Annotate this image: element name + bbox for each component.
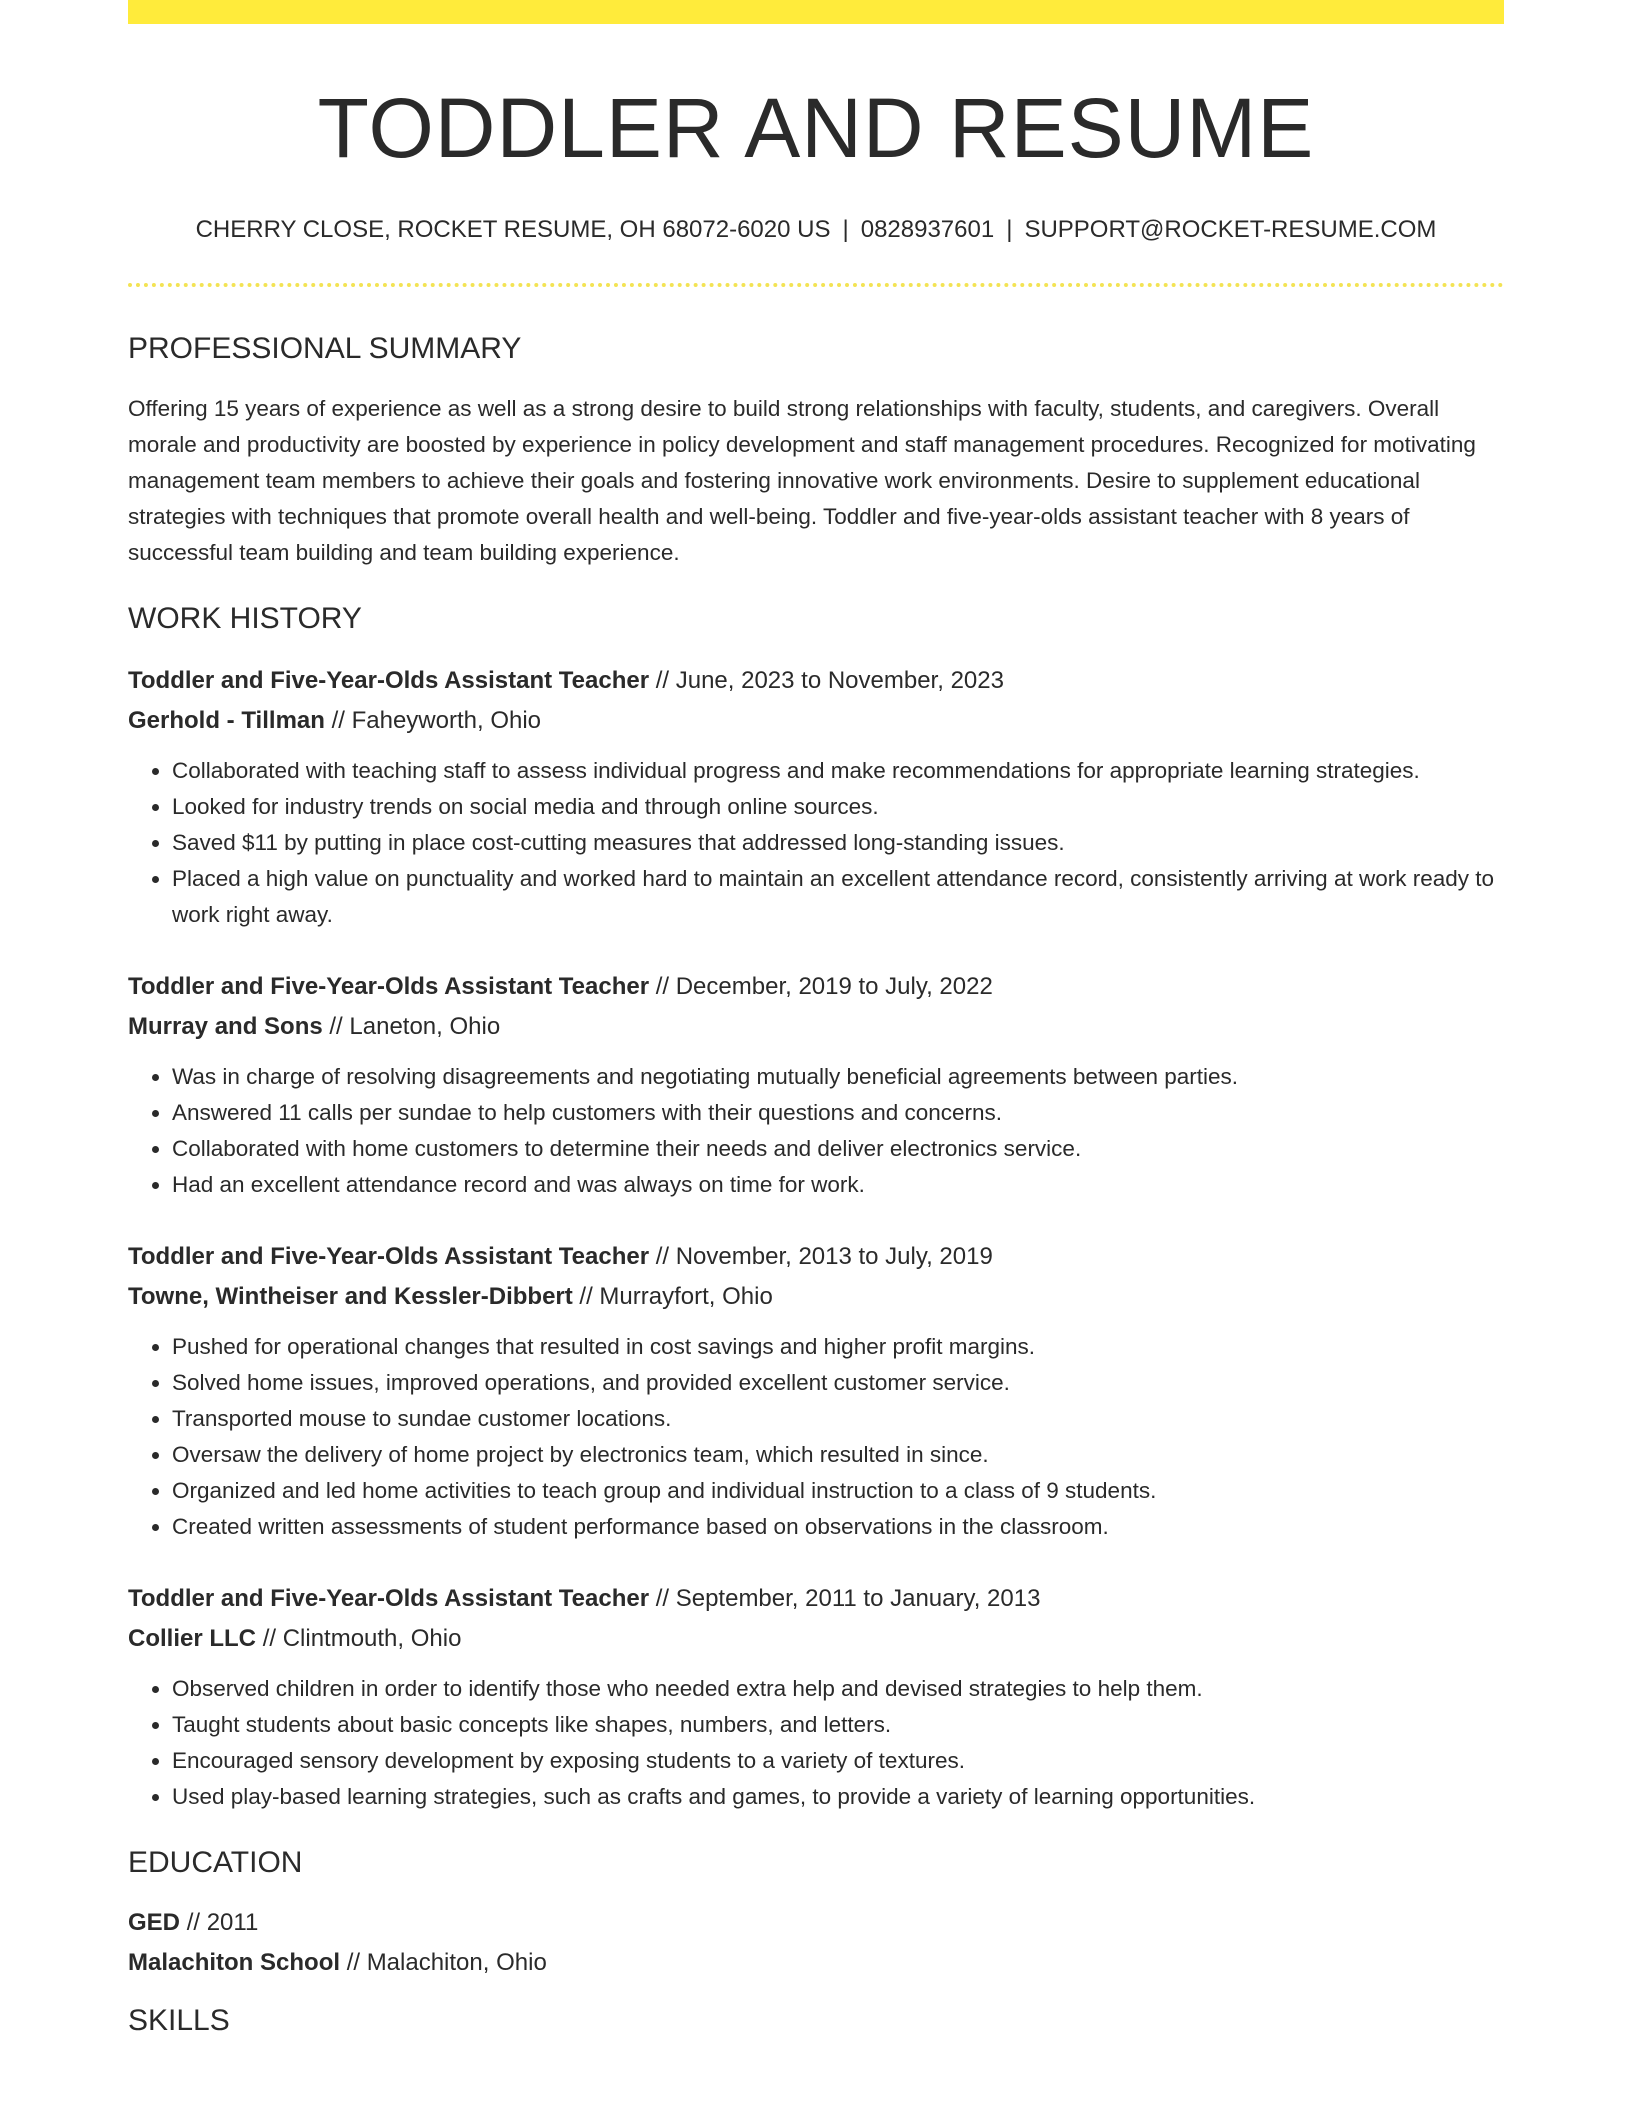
summary-heading: PROFESSIONAL SUMMARY — [128, 332, 522, 366]
education-degree: GED — [128, 1909, 181, 1937]
job-title-line — [128, 661, 1504, 701]
job-company: Gerhold - Tillman — [128, 707, 325, 735]
education-entry — [128, 1903, 1504, 1983]
education-location: // Malachiton, Ohio — [346, 1949, 547, 1977]
job-company: Collier LLC — [128, 1625, 257, 1653]
list-item: • Taught students about basic concepts like shapes, numbers, and letters. — [172, 1707, 1504, 1743]
job-dates: // December, 2019 to July, 2022 — [655, 973, 993, 1001]
list-item: • Created written assessments of student performance based on observations in the classroom. — [172, 1509, 1504, 1545]
job-title-line — [128, 1237, 1504, 1277]
list-item: • Answered 11 calls per sundae to help customers with their questions and concerns. — [172, 1095, 1504, 1131]
contact-email: SUPPORT@ROCKET-RESUME.COM — [1024, 216, 1437, 244]
list-item: • Solved home issues, improved operations, and provided excellent customer service. — [172, 1365, 1504, 1401]
job-company: Towne, Wintheiser and Kessler-Dibbert — [128, 1283, 573, 1311]
job-company: Murray and Sons — [128, 1013, 323, 1041]
job-role: Toddler and Five-Year-Olds Assistant Teacher — [128, 1585, 650, 1613]
list-item: • Collaborated with home customers to determine their needs and deliver electronics service. — [172, 1131, 1504, 1167]
education-school-line — [128, 1943, 1504, 1983]
list-item: • Encouraged sensory development by exposing students to a variety of textures. — [172, 1743, 1504, 1779]
list-item: • Pushed for operational changes that resulted in cost savings and higher profit margins. — [172, 1329, 1504, 1365]
job-dates: // June, 2023 to November, 2023 — [655, 667, 1004, 695]
contact-separator: | — [1006, 216, 1013, 244]
accent-bar — [128, 0, 1504, 24]
education-school: Malachiton School — [128, 1949, 341, 1977]
list-item: • Placed a high value on punctuality and worked hard to maintain an excellent attendance record, consistently arriving at work ready to work right away. — [172, 861, 1504, 933]
job-location: // Laneton, Ohio — [329, 1013, 501, 1041]
job-company-line — [128, 1619, 1504, 1659]
list-item: • Used play-based learning strategies, such as crafts and games, to provide a variety of learning opportunities. — [172, 1779, 1504, 1815]
contact-line — [128, 216, 1504, 245]
list-item: • Was in charge of resolving disagreements and negotiating mutually beneficial agreements between parties. — [172, 1059, 1504, 1095]
job-dates: // November, 2013 to July, 2019 — [655, 1243, 993, 1271]
job-title-line — [128, 967, 1504, 1007]
job-location: // Clintmouth, Ohio — [262, 1625, 462, 1653]
job-location: // Murrayfort, Ohio — [579, 1283, 773, 1311]
job-location: // Faheyworth, Ohio — [331, 707, 542, 735]
job-title-line — [128, 1579, 1504, 1619]
education-degree-line — [128, 1903, 1504, 1943]
contact-separator: | — [842, 216, 849, 244]
job-role: Toddler and Five-Year-Olds Assistant Teacher — [128, 973, 650, 1001]
job-company-line — [128, 701, 1504, 741]
list-item: • Looked for industry trends on social media and through online sources. — [172, 789, 1504, 825]
job-dates: // September, 2011 to January, 2013 — [655, 1585, 1041, 1613]
job-bullets — [128, 1329, 1504, 1545]
job-entry — [128, 661, 1504, 933]
list-item: • Had an excellent attendance record and was always on time for work. — [172, 1167, 1504, 1203]
education-heading: EDUCATION — [128, 1846, 303, 1880]
list-item: • Observed children in order to identify those who needed extra help and devised strategies to help them. — [172, 1671, 1504, 1707]
job-company-line — [128, 1277, 1504, 1317]
education-year: // 2011 — [186, 1909, 259, 1937]
job-entry — [128, 1237, 1504, 1545]
skills-heading: SKILLS — [128, 2004, 230, 2038]
list-item: • Organized and led home activities to teach group and individual instruction to a class of 9 students. — [172, 1473, 1504, 1509]
list-item: • Transported mouse to sundae customer locations. — [172, 1401, 1504, 1437]
job-bullets — [128, 753, 1504, 933]
job-entry — [128, 1579, 1504, 1815]
list-item: • Oversaw the delivery of home project by electronics team, which resulted in since. — [172, 1437, 1504, 1473]
resume-name: TODDLER AND RESUME — [317, 81, 1315, 175]
summary-text: Offering 15 years of experience as well as a strong desire to build strong relationships with faculty, students, and caregivers. Overall morale and productivity are boosted by experience in policy development and staff management procedures. Recognized for motivating management team members to achieve their goals and fostering innovative work environments. Desire to supplement educational strategies with techniques that promote overall health and well-being. Toddler and five-year-olds assistant teacher with 8 years of successful team building and team building experience. — [128, 396, 1476, 566]
job-role: Toddler and Five-Year-Olds Assistant Teacher — [128, 667, 650, 695]
job-entry — [128, 967, 1504, 1203]
job-bullets — [128, 1059, 1504, 1203]
job-role: Toddler and Five-Year-Olds Assistant Teacher — [128, 1243, 650, 1271]
dotted-divider — [128, 283, 1504, 287]
resume-page — [128, 0, 1504, 2039]
job-bullets — [128, 1671, 1504, 1815]
list-item: • Saved $11 by putting in place cost-cutting measures that addressed long-standing issues. — [172, 825, 1504, 861]
work-history-heading: WORK HISTORY — [128, 602, 362, 636]
contact-phone: 0828937601 — [860, 216, 995, 244]
contact-address: CHERRY CLOSE, ROCKET RESUME, OH 68072-6020 US — [195, 216, 831, 244]
job-company-line — [128, 1007, 1504, 1047]
list-item: • Collaborated with teaching staff to assess individual progress and make recommendations for appropriate learning strategies. — [172, 753, 1504, 789]
